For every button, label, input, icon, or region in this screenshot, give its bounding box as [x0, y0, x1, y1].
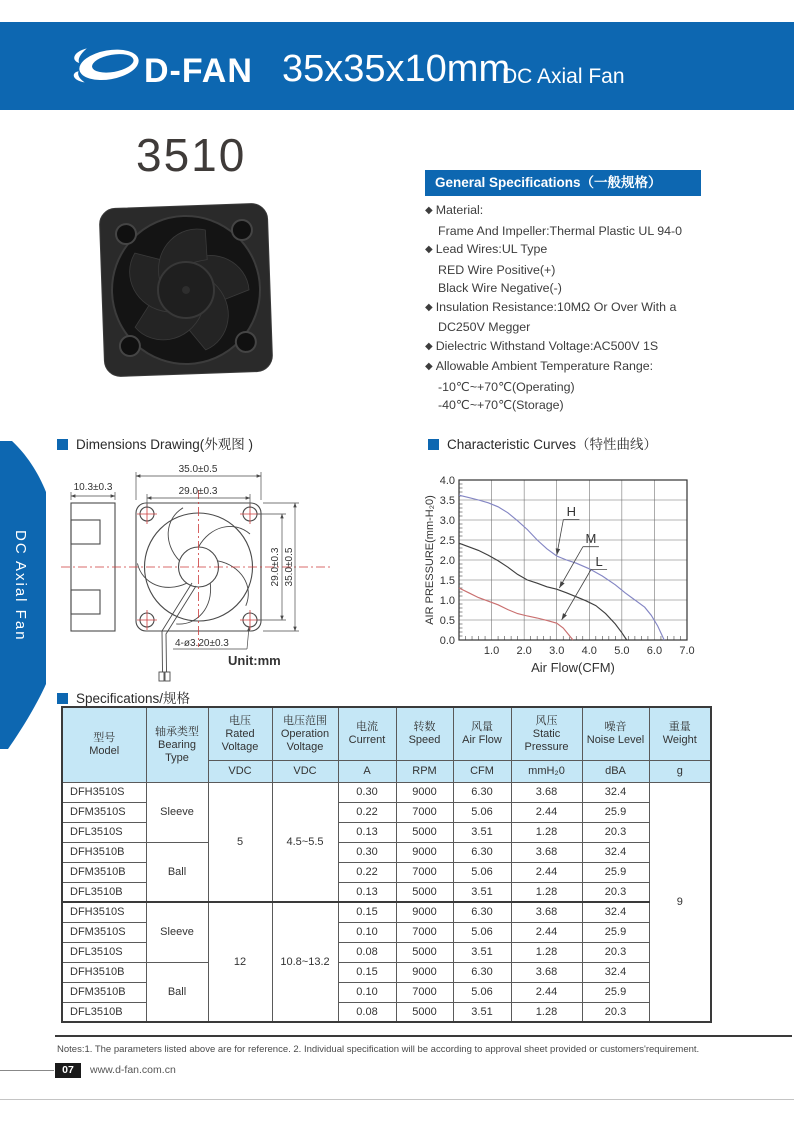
spec-value-cell: 1.28	[511, 822, 582, 842]
spec-item-text: RED Wire Positive(+)	[438, 262, 556, 277]
spec-item	[425, 279, 755, 298]
table-row	[62, 962, 711, 982]
diamond-bullet-icon: ◆	[425, 244, 433, 255]
spec-value-cell: 0.22	[338, 802, 396, 822]
curve-label-M: M	[585, 531, 597, 547]
spec-value-cell: 9	[649, 782, 711, 1022]
y-tick-label: 4.0	[439, 474, 455, 487]
spec-item-text: Dielectric Withstand Voltage:AC500V 1S	[435, 338, 659, 353]
spec-value-cell: 1.28	[511, 942, 582, 962]
spec-value-cell: 0.15	[338, 962, 396, 982]
col-header-noise-level: 噪音 Noise Level	[582, 707, 649, 760]
spec-value-cell: 0.08	[338, 942, 396, 962]
spec-value-cell: 0.22	[338, 862, 396, 882]
spec-item	[425, 222, 755, 241]
y-tick-label: 3.5	[439, 494, 455, 507]
col-header-operation-voltage: 电压范围 Operation Voltage	[272, 707, 338, 760]
x-tick-label: 4.0	[581, 645, 597, 657]
footer-tick-line	[0, 1070, 54, 1071]
spec-value-cell: 0.10	[338, 922, 396, 942]
x-tick-label: 3.0	[549, 645, 565, 657]
y-tick-label: 2.0	[439, 554, 455, 567]
col-unit-operation-voltage: VDC	[272, 760, 338, 782]
spec-item-text: Lead Wires:UL Type	[435, 242, 548, 256]
x-tick-label: 2.0	[516, 645, 532, 657]
col-unit-air-flow: CFM	[453, 760, 511, 782]
spec-value-cell: 5.06	[453, 862, 511, 882]
dim-hole-spacing-side: 29.0±0.3	[270, 547, 281, 587]
spec-value-cell: 5000	[396, 822, 453, 842]
spec-value-cell: 3.68	[511, 782, 582, 802]
col-unit-static-pressure: mmH₂0	[511, 760, 582, 782]
dimensions-drawing	[58, 452, 408, 692]
col-header-weight: 重量 Weight	[649, 707, 711, 760]
model-cell: DFL3510B	[62, 1002, 146, 1022]
spec-value-cell: 3.68	[511, 902, 582, 922]
curve-L	[459, 588, 573, 640]
spec-value-cell: 0.08	[338, 1002, 396, 1022]
y-tick-label: 0.0	[439, 634, 455, 647]
spec-value-cell: 2.44	[511, 982, 582, 1002]
spec-value-cell: 7000	[396, 922, 453, 942]
product-type-title: DC Axial Fan	[502, 65, 625, 88]
spec-value-cell: 6.30	[453, 782, 511, 802]
spec-item	[425, 378, 755, 397]
spec-value-cell: 0.30	[338, 782, 396, 802]
spec-value-cell: 4.5~5.5	[272, 782, 338, 902]
spec-value-cell: 3.51	[453, 1002, 511, 1022]
spec-value-cell: Ball	[146, 842, 208, 902]
col-header-model: 型号 Model	[62, 707, 146, 782]
model-cell: DFL3510S	[62, 942, 146, 962]
spec-value-cell: 20.3	[582, 822, 649, 842]
table-row	[62, 782, 711, 802]
spec-value-cell: 3.68	[511, 842, 582, 862]
spec-value-cell: 1.28	[511, 1002, 582, 1022]
fan-product-image	[90, 192, 290, 397]
spec-value-cell: 3.51	[453, 822, 511, 842]
spec-item	[425, 357, 755, 378]
notes-text: Notes:1. The parameters listed above are for reference. 2. Individual specification will be according to approval sheet provided or customers'requirement.	[57, 1044, 700, 1055]
model-cell: DFH3510S	[62, 902, 146, 922]
spec-value-cell: 20.3	[582, 1002, 649, 1022]
spec-value-cell: 25.9	[582, 922, 649, 942]
model-number-title: 3510	[136, 129, 247, 181]
spec-value-cell: 20.3	[582, 942, 649, 962]
col-header-static-pressure: 风压 Static Pressure	[511, 707, 582, 760]
spec-value-cell: Sleeve	[146, 782, 208, 842]
model-cell: DFM3510B	[62, 862, 146, 882]
leader-arrowhead	[556, 548, 561, 555]
diamond-bullet-icon: ◆	[425, 205, 433, 216]
spec-value-cell: 0.10	[338, 982, 396, 1002]
header-banner	[0, 22, 794, 110]
y-tick-label: 1.0	[439, 594, 455, 607]
spec-value-cell: 25.9	[582, 862, 649, 882]
leader-line	[559, 547, 583, 588]
model-cell: DFH3510B	[62, 842, 146, 862]
spec-value-cell: 25.9	[582, 802, 649, 822]
spec-item-text: Allowable Ambient Temperature Range:	[435, 359, 654, 373]
dim-depth: 10.3±0.3	[73, 482, 113, 493]
bottom-divider	[0, 1099, 794, 1100]
y-axis-label: AIR PRESSURE(mm-H₂0)	[424, 495, 436, 625]
spec-value-cell: 5	[208, 782, 272, 902]
spec-value-cell: 5.06	[453, 922, 511, 942]
y-tick-label: 2.5	[439, 534, 455, 547]
spec-value-cell: 0.13	[338, 882, 396, 902]
x-tick-label: 1.0	[483, 645, 500, 657]
fan-size-title: 35x35x10mm	[282, 48, 511, 90]
model-cell: DFH3510S	[62, 782, 146, 802]
spec-value-cell: 6.30	[453, 962, 511, 982]
spec-value-cell: 9000	[396, 902, 453, 922]
spec-value-cell: 9000	[396, 782, 453, 802]
diamond-bullet-icon: ◆	[425, 340, 433, 352]
col-header-bearing-type: 轴承类型 Bearing Type	[146, 707, 208, 782]
spec-value-cell: 10.8~13.2	[272, 902, 338, 1022]
spec-value-cell: 25.9	[582, 982, 649, 1002]
model-cell: DFH3510B	[62, 962, 146, 982]
unit-note: Unit:mm	[228, 653, 281, 668]
spec-value-cell: 1.28	[511, 882, 582, 902]
diamond-bullet-icon: ◆	[425, 301, 433, 313]
page-number-badge: 07	[55, 1063, 81, 1078]
spec-value-cell: 6.30	[453, 902, 511, 922]
spec-value-cell: 9000	[396, 842, 453, 862]
spec-item-text: Material:	[435, 203, 484, 217]
general-specs-list	[425, 201, 755, 415]
col-header-air-flow: 风量 Air Flow	[453, 707, 511, 760]
spec-value-cell: 32.4	[582, 842, 649, 862]
spec-value-cell: Ball	[146, 962, 208, 1022]
spec-item	[425, 298, 755, 319]
spec-item	[425, 240, 755, 261]
spec-value-cell: 0.30	[338, 842, 396, 862]
curve-label-L: L	[595, 554, 603, 569]
spec-value-cell: 5.06	[453, 982, 511, 1002]
col-header-rated-voltage: 电压 Rated Voltage	[208, 707, 272, 760]
blade-sketch	[133, 505, 253, 630]
notes-divider	[55, 1035, 792, 1037]
characteristic-curves-chart	[424, 450, 736, 685]
col-unit-current: A	[338, 760, 396, 782]
spec-value-cell: 20.3	[582, 882, 649, 902]
col-header-speed: 转数 Speed	[396, 707, 453, 760]
spec-item	[425, 318, 755, 337]
spec-value-cell: 2.44	[511, 922, 582, 942]
leader-arrowhead	[562, 613, 567, 620]
spec-value-cell: 7000	[396, 802, 453, 822]
col-header-current: 电流 Current	[338, 707, 396, 760]
table-row	[62, 902, 711, 922]
curve-H	[459, 495, 664, 640]
section-bullet-icon	[57, 439, 68, 450]
dim-height-side: 35.0±0.5	[284, 547, 295, 587]
spec-value-cell: 6.30	[453, 842, 511, 862]
dim-mounting-holes: 4-ø3.20±0.3	[175, 638, 229, 649]
section-bullet-icon	[57, 693, 68, 704]
diamond-bullet-icon: ◆	[425, 361, 433, 372]
spec-value-cell: 32.4	[582, 962, 649, 982]
spec-value-cell: 7000	[396, 982, 453, 1002]
spec-value-cell: 7000	[396, 862, 453, 882]
spec-item-text: Black Wire Negative(-)	[438, 281, 562, 295]
y-tick-label: 0.5	[439, 614, 455, 627]
spec-value-cell: 32.4	[582, 782, 649, 802]
spec-value-cell: 2.44	[511, 862, 582, 882]
model-cell: DFL3510B	[62, 882, 146, 902]
model-cell: DFL3510S	[62, 822, 146, 842]
spec-item	[425, 261, 755, 280]
specifications-section-title: Specifications/规格	[57, 687, 190, 707]
x-tick-label: 6.0	[646, 645, 663, 657]
dim-width-top: 35.0±0.5	[178, 464, 218, 475]
dim-hole-spacing-top: 29.0±0.3	[178, 486, 218, 497]
table-row	[62, 842, 711, 862]
col-unit-rated-voltage: VDC	[208, 760, 272, 782]
website-url: www.d-fan.com.cn	[90, 1064, 176, 1076]
spec-value-cell: 5.06	[453, 802, 511, 822]
spec-value-cell: 5000	[396, 1002, 453, 1022]
spec-value-cell: 0.13	[338, 822, 396, 842]
lead-wires	[159, 583, 196, 681]
curve-label-H: H	[566, 504, 577, 519]
x-tick-label: 5.0	[614, 645, 630, 657]
dimensions-section-title: Dimensions Drawing(外观图 )	[57, 433, 253, 453]
spec-item-text: Frame And Impeller:Thermal Plastic UL 94-0	[438, 223, 683, 238]
curves-section-title: Characteristic Curves（特性曲线）	[428, 433, 657, 453]
spec-item	[425, 337, 755, 358]
spec-value-cell: 2.44	[511, 802, 582, 822]
spec-item-text: -40℃~+70℃(Storage)	[438, 398, 564, 412]
spec-item	[425, 201, 755, 222]
model-cell: DFM3510B	[62, 982, 146, 1002]
spec-item-text: -10℃~+70℃(Operating)	[438, 379, 575, 394]
brand-logo-icon	[68, 36, 148, 94]
spec-value-cell: 3.51	[453, 942, 511, 962]
spec-value-cell: 32.4	[582, 902, 649, 922]
col-unit-weight: g	[649, 760, 711, 782]
spec-value-cell: 0.15	[338, 902, 396, 922]
x-tick-label: 7.0	[679, 645, 695, 657]
side-tab-label: DC Axial Fan	[12, 530, 29, 642]
spec-item-text: DC250V Megger	[438, 320, 531, 334]
leader-arrowhead	[559, 581, 564, 588]
specifications-table	[61, 706, 712, 1023]
col-unit-speed: RPM	[396, 760, 453, 782]
model-cell: DFM3510S	[62, 802, 146, 822]
spec-item-text: Insulation Resistance:10MΩ Or Over With a	[435, 299, 677, 314]
x-axis-label: Air Flow(CFM)	[531, 660, 615, 675]
spec-item	[425, 396, 755, 415]
brand-name: D-FAN	[144, 52, 253, 90]
spec-value-cell: 3.68	[511, 962, 582, 982]
y-tick-label: 3.0	[439, 514, 455, 527]
spec-value-cell: 5000	[396, 882, 453, 902]
spec-value-cell: Sleeve	[146, 902, 208, 962]
y-tick-label: 1.5	[439, 574, 455, 587]
spec-value-cell: 9000	[396, 962, 453, 982]
spec-value-cell: 5000	[396, 942, 453, 962]
col-unit-noise-level: dBA	[582, 760, 649, 782]
spec-value-cell: 3.51	[453, 882, 511, 902]
section-bullet-icon	[428, 439, 439, 450]
general-specs-header: General Specifications（一般规格）	[425, 170, 701, 196]
spec-value-cell: 12	[208, 902, 272, 1022]
model-cell: DFM3510S	[62, 922, 146, 942]
